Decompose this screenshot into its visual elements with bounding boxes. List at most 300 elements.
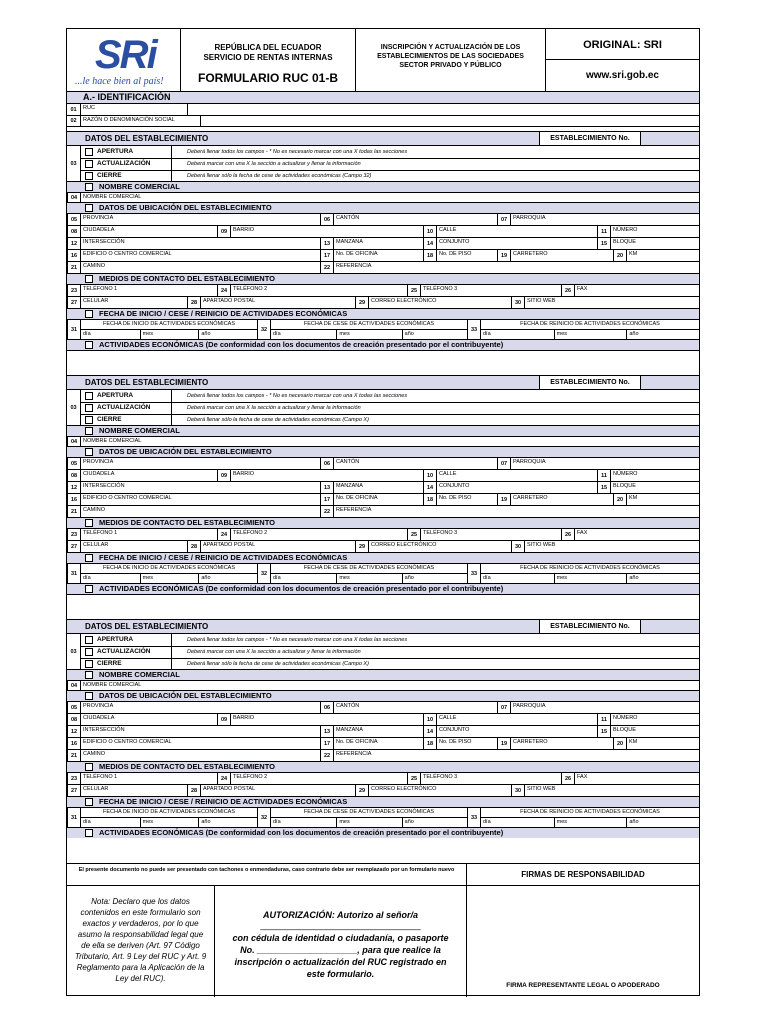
- autorizacion-line[interactable]: ________________________________: [260, 920, 421, 930]
- interseccion-label: INTERSECCIÓN: [83, 727, 125, 733]
- section-title: ACTIVIDADES ECONÓMICAS (De conformidad con los documentos de creación presentado por el contribuyente): [99, 828, 504, 837]
- section-checkbox[interactable]: [85, 310, 93, 318]
- interseccion-row: [67, 725, 699, 737]
- date-part-label: día: [483, 575, 491, 581]
- option-cierre: CIERRE: [97, 172, 122, 179]
- option-actualizacion: ACTUALIZACIÓN: [97, 648, 151, 655]
- field-number: 09: [217, 714, 231, 725]
- edificio-row: [67, 249, 699, 261]
- checkbox-cierre[interactable]: [85, 416, 93, 424]
- piso-input[interactable]: [457, 250, 497, 261]
- field-number: 25: [407, 773, 421, 784]
- telefono1-input[interactable]: [123, 285, 213, 296]
- ruc-row: [67, 103, 699, 115]
- piso-label: No. DE PISO: [439, 251, 472, 257]
- fax-label: FAX: [577, 286, 588, 292]
- section-checkbox[interactable]: [85, 204, 93, 212]
- field-number: 11: [597, 226, 611, 237]
- camino-label: CAMINO: [83, 263, 105, 269]
- ciudadela-input[interactable]: [123, 714, 213, 725]
- canton-input[interactable]: [367, 458, 497, 469]
- interseccion-input[interactable]: [127, 726, 317, 737]
- calle-input[interactable]: [459, 714, 589, 725]
- section-checkbox[interactable]: [85, 448, 93, 456]
- parroquia-input[interactable]: [547, 214, 697, 225]
- actividades-area[interactable]: [67, 594, 699, 619]
- section-title: DATOS DE UBICACIÓN DEL ESTABLECIMIENTO: [99, 447, 272, 456]
- correo-input[interactable]: [427, 297, 507, 308]
- edificio-input[interactable]: [167, 250, 317, 261]
- oficina-input[interactable]: [367, 494, 417, 505]
- sitio-web-input[interactable]: [557, 297, 697, 308]
- checkbox-apertura[interactable]: [85, 392, 93, 400]
- field-number: 16: [67, 250, 81, 261]
- datos-title: DATOS DEL ESTABLECIMIENTO: [85, 378, 209, 387]
- numero-label: NÚMERO: [613, 227, 638, 233]
- carretero-label: CARRETERO: [513, 251, 548, 257]
- field-number: 22: [320, 506, 334, 517]
- date-part-label: año: [629, 819, 639, 825]
- fax-input[interactable]: [597, 529, 697, 540]
- bloque-input[interactable]: [637, 726, 697, 737]
- conjunto-label: CONJUNTO: [439, 727, 470, 733]
- field-number: 30: [511, 541, 525, 552]
- option-cierre: CIERRE: [97, 660, 122, 667]
- section-checkbox[interactable]: [85, 183, 93, 191]
- correo-input[interactable]: [427, 785, 507, 796]
- field-number: 20: [613, 494, 627, 505]
- telefono1-input[interactable]: [123, 529, 213, 540]
- fecha-inicio-label: FECHA DE INICIO DE ACTIVIDADES ECONÓMICAS: [102, 565, 236, 571]
- correo-label: CORREO ELECTRÓNICO: [371, 786, 437, 792]
- razon-input[interactable]: [201, 116, 699, 126]
- celular-input[interactable]: [117, 541, 187, 552]
- section-checkbox[interactable]: [85, 275, 93, 283]
- section-checkbox[interactable]: [85, 427, 93, 435]
- section-title: FECHA DE INICIO / CESE / REINICIO DE ACTIVIDADES ECONÓMICAS: [99, 309, 348, 318]
- fecha-inicio-label: FECHA DE INICIO DE ACTIVIDADES ECONÓMICAS: [102, 809, 236, 815]
- provincia-input[interactable]: [107, 702, 307, 713]
- field-number: 17: [320, 494, 334, 505]
- signature-cell[interactable]: [467, 885, 699, 997]
- field-number: 25: [407, 529, 421, 540]
- section-title: NOMBRE COMERCIAL: [99, 670, 180, 679]
- km-label: KM: [629, 251, 638, 257]
- field-number: 26: [561, 529, 575, 540]
- ruc-input[interactable]: [95, 104, 187, 115]
- field-number: 16: [67, 494, 81, 505]
- status-options: [67, 145, 699, 181]
- date-part-label: año: [404, 331, 414, 337]
- establishment-number-input[interactable]: [640, 132, 699, 145]
- provincia-label: PROVINCIA: [83, 703, 114, 709]
- parroquia-input[interactable]: [547, 458, 697, 469]
- celular-input[interactable]: [117, 297, 187, 308]
- edificio-input[interactable]: [167, 738, 317, 749]
- checkbox-cierre[interactable]: [85, 172, 93, 180]
- telefono3-label: TELÉFONO 3: [423, 530, 458, 536]
- field-number: 32: [257, 320, 271, 339]
- interseccion-row: [67, 481, 699, 493]
- sitio-web-label: SITIO WEB: [527, 542, 556, 548]
- checkbox-actualizacion[interactable]: [85, 404, 93, 412]
- celular-row: [67, 784, 699, 796]
- option-apertura: APERTURA: [97, 148, 134, 155]
- celular-input[interactable]: [117, 785, 187, 796]
- date-part-label: día: [83, 331, 91, 337]
- camino-row: [67, 749, 699, 761]
- barrio-label: BARRIO: [233, 227, 255, 233]
- calle-label: CALLE: [439, 471, 457, 477]
- fecha-header: [67, 552, 699, 563]
- section-checkbox[interactable]: [85, 585, 93, 593]
- field-number: 14: [423, 238, 437, 249]
- firma-label: FIRMA REPRESENTANTE LEGAL O APODERADO: [506, 982, 660, 989]
- date-part-label: día: [483, 331, 491, 337]
- oficina-input[interactable]: [367, 250, 417, 261]
- checkbox-apertura[interactable]: [85, 148, 93, 156]
- field-number: 05: [67, 214, 81, 225]
- razon-row: [67, 115, 699, 127]
- edificio-input[interactable]: [167, 494, 317, 505]
- date-part-label: mes: [142, 819, 154, 825]
- field-number: 03: [67, 634, 81, 669]
- field-number: 10: [423, 470, 437, 481]
- field-number: 08: [67, 470, 81, 481]
- date-part-label: año: [201, 331, 211, 337]
- checkbox-cierre[interactable]: [85, 660, 93, 668]
- actividades-header: [67, 827, 699, 838]
- oficina-label: No. DE OFICINA: [336, 739, 378, 745]
- section-checkbox[interactable]: [85, 554, 93, 562]
- section-checkbox[interactable]: [85, 763, 93, 771]
- correo-label: CORREO ELECTRÓNICO: [371, 298, 437, 304]
- telefono-row: [67, 284, 699, 296]
- section-title: MEDIOS DE CONTACTO DEL ESTABLECIMIENTO: [99, 274, 275, 283]
- parroquia-label: PARROQUIA: [513, 215, 546, 221]
- barrio-input[interactable]: [257, 226, 417, 237]
- numero-input[interactable]: [637, 226, 697, 237]
- date-part-label: año: [201, 575, 211, 581]
- note-cierre: Deberá llenar sólo la fecha de cese de actividades económicas (Campo X): [187, 417, 369, 423]
- edificio-label: EDIFICIO O CENTRO COMERCIAL: [83, 251, 172, 257]
- telefono2-input[interactable]: [277, 285, 407, 296]
- conjunto-input[interactable]: [467, 238, 592, 249]
- fecha-row: [67, 807, 699, 827]
- fecha-header: [67, 796, 699, 807]
- date-part-label: año: [201, 819, 211, 825]
- numero-input[interactable]: [637, 714, 697, 725]
- nombre-comercial-row: [67, 680, 699, 690]
- field-number: 11: [597, 470, 611, 481]
- celular-label: CELULAR: [83, 786, 109, 792]
- fecha-inicio-label: FECHA DE INICIO DE ACTIVIDADES ECONÓMICAS: [102, 321, 236, 327]
- celular-label: CELULAR: [83, 298, 109, 304]
- provincia-input[interactable]: [107, 214, 307, 225]
- sri-logo: [75, 33, 180, 87]
- conjunto-input[interactable]: [467, 482, 592, 493]
- provincia-input[interactable]: [107, 458, 307, 469]
- telefono3-input[interactable]: [467, 773, 557, 784]
- barrio-input[interactable]: [257, 470, 417, 481]
- apartado-input[interactable]: [257, 541, 347, 552]
- barrio-input[interactable]: [257, 714, 417, 725]
- canton-input[interactable]: [367, 702, 497, 713]
- service-label: SERVICIO DE RENTAS INTERNAS: [203, 53, 333, 62]
- edificio-label: EDIFICIO O CENTRO COMERCIAL: [83, 739, 172, 745]
- section-checkbox[interactable]: [85, 829, 93, 837]
- interseccion-input[interactable]: [127, 238, 317, 249]
- telefono1-input[interactable]: [123, 773, 213, 784]
- celular-label: CELULAR: [83, 542, 109, 548]
- checkbox-apertura[interactable]: [85, 636, 93, 644]
- section-checkbox[interactable]: [85, 692, 93, 700]
- field-number: 15: [597, 726, 611, 737]
- divider: [171, 390, 172, 425]
- barrio-label: BARRIO: [233, 715, 255, 721]
- provincia-row: [67, 213, 699, 225]
- fecha-cese-label: FECHA DE CESE DE ACTIVIDADES ECONÓMICAS: [303, 809, 435, 815]
- ciudadela-input[interactable]: [123, 470, 213, 481]
- provincia-label: PROVINCIA: [83, 215, 114, 221]
- nombre-comercial-row: [67, 436, 699, 446]
- field-number: 28: [187, 297, 201, 308]
- firmas-title: FIRMAS DE RESPONSABILIDAD: [521, 870, 645, 879]
- carretero-label: CARRETERO: [513, 495, 548, 501]
- bloque-input[interactable]: [637, 238, 697, 249]
- canton-label: CANTÓN: [336, 459, 360, 465]
- date-part-label: mes: [339, 819, 350, 825]
- section-checkbox[interactable]: [85, 519, 93, 527]
- canton-label: CANTÓN: [336, 215, 360, 221]
- interseccion-label: INTERSECCIÓN: [83, 483, 125, 489]
- section-title: FECHA DE INICIO / CESE / REINICIO DE ACTIVIDADES ECONÓMICAS: [99, 797, 348, 806]
- field-number: 25: [407, 285, 421, 296]
- identification-header: [67, 91, 699, 103]
- field-number: 04: [67, 681, 81, 690]
- ciudadela-label: CIUDADELA: [83, 227, 115, 233]
- apartado-input[interactable]: [257, 785, 347, 796]
- note-cierre: Deberá llenar sólo la fecha de cese de actividades económicas (Campo X): [187, 661, 369, 667]
- establishment-number-input[interactable]: [640, 376, 699, 389]
- section-checkbox[interactable]: [85, 671, 93, 679]
- section-title: MEDIOS DE CONTACTO DEL ESTABLECIMIENTO: [99, 762, 275, 771]
- piso-label: No. DE PISO: [439, 495, 472, 501]
- field-number: 30: [511, 785, 525, 796]
- field-number: 26: [561, 773, 575, 784]
- interseccion-label: INTERSECCIÓN: [83, 239, 125, 245]
- bloque-input[interactable]: [637, 482, 697, 493]
- telefono1-label: TELÉFONO 1: [83, 774, 118, 780]
- field-number: 20: [613, 250, 627, 261]
- ciudadela-input[interactable]: [123, 226, 213, 237]
- telefono3-input[interactable]: [467, 529, 557, 540]
- correo-input[interactable]: [427, 541, 507, 552]
- carretero-input[interactable]: [547, 494, 607, 505]
- km-label: KM: [629, 495, 638, 501]
- km-label: KM: [629, 739, 638, 745]
- status-options: [67, 633, 699, 669]
- manzana-label: MANZANA: [336, 239, 363, 245]
- sitio-web-input[interactable]: [557, 785, 697, 796]
- field-number: 22: [320, 262, 334, 273]
- field-number: 10: [423, 714, 437, 725]
- field-number: 22: [320, 750, 334, 761]
- sitio-web-label: SITIO WEB: [527, 786, 556, 792]
- canton-label: CANTÓN: [336, 703, 360, 709]
- camino-label: CAMINO: [83, 507, 105, 513]
- manzana-input[interactable]: [367, 482, 417, 493]
- original-label: ORIGINAL: SRI: [546, 29, 699, 60]
- fax-input[interactable]: [597, 285, 697, 296]
- field-number: 02: [67, 116, 81, 126]
- conjunto-label: CONJUNTO: [439, 483, 470, 489]
- fax-input[interactable]: [597, 773, 697, 784]
- oficina-label: No. DE OFICINA: [336, 251, 378, 257]
- telefono-row: [67, 528, 699, 540]
- republic-label: REPÚBLICA DEL ECUADOR: [214, 43, 322, 52]
- section-title: ACTIVIDADES ECONÓMICAS (De conformidad con los documentos de creación presentado por el contribuyente): [99, 584, 504, 593]
- conjunto-label: CONJUNTO: [439, 239, 470, 245]
- nota-text: Nota: Declaro que los datos contenidos en este formulario son exactos y verdaderos, por lo que asumo la responsabilidad legal que de ella se deriven (Art. 97 Código Tributario, Art. 9 Ley del RUC y Art. 9 Reglamento para la Aplicación de la Ley del RUC).: [74, 897, 207, 983]
- section-title: NOMBRE COMERCIAL: [99, 426, 180, 435]
- nombre-comercial-input[interactable]: [127, 681, 699, 690]
- note-apertura: Deberá llenar todos los campos - * No es necesario marcar con una X todas las secciones: [187, 637, 408, 643]
- calle-input[interactable]: [459, 226, 589, 237]
- canton-input[interactable]: [367, 214, 497, 225]
- calle-label: CALLE: [439, 227, 457, 233]
- divider: [81, 414, 699, 415]
- field-number: 11: [597, 714, 611, 725]
- section-checkbox[interactable]: [85, 798, 93, 806]
- form-title: FORMULARIO RUC 01-B: [198, 71, 338, 85]
- date-part-label: año: [404, 575, 414, 581]
- camino-input[interactable]: [107, 506, 317, 517]
- section-title: FECHA DE INICIO / CESE / REINICIO DE ACTIVIDADES ECONÓMICAS: [99, 553, 348, 562]
- divider: [81, 402, 699, 403]
- nombre-comercial-input[interactable]: [127, 193, 699, 202]
- field-number: 27: [67, 541, 81, 552]
- nombre-comercial-label: NOMBRE COMERCIAL: [83, 438, 142, 444]
- option-actualizacion: ACTUALIZACIÓN: [97, 404, 151, 411]
- date-part-label: mes: [142, 331, 154, 337]
- camino-input[interactable]: [107, 750, 317, 761]
- piso-input[interactable]: [457, 494, 497, 505]
- checkbox-actualizacion[interactable]: [85, 648, 93, 656]
- date-part-label: día: [273, 575, 281, 581]
- field-number: 12: [67, 482, 81, 493]
- field-number: 18: [423, 250, 437, 261]
- camino-input[interactable]: [107, 262, 317, 273]
- telefono2-input[interactable]: [277, 529, 407, 540]
- nombre-comercial-input[interactable]: [127, 437, 699, 446]
- section-title: NOMBRE COMERCIAL: [99, 182, 180, 191]
- establishment-number-input[interactable]: [640, 620, 699, 633]
- referencia-input[interactable]: [377, 506, 697, 517]
- nombre-comercial-header: [67, 181, 699, 192]
- field-number: 18: [423, 494, 437, 505]
- ciudadela-row: [67, 713, 699, 725]
- manzana-input[interactable]: [367, 238, 417, 249]
- header-title-cell: [180, 29, 355, 91]
- date-part-label: año: [404, 819, 414, 825]
- km-input[interactable]: [647, 738, 697, 749]
- referencia-input[interactable]: [377, 262, 697, 273]
- carretero-input[interactable]: [547, 738, 607, 749]
- logo-text: SRi: [95, 33, 156, 77]
- field-number: 32: [257, 564, 271, 583]
- edificio-row: [67, 737, 699, 749]
- km-input[interactable]: [647, 250, 697, 261]
- field-number: 08: [67, 714, 81, 725]
- nombre-comercial-row: [67, 192, 699, 202]
- note-apertura: Deberá llenar todos los campos - * No es necesario marcar con una X todas las secciones: [187, 149, 408, 155]
- sitio-web-input[interactable]: [557, 541, 697, 552]
- oficina-input[interactable]: [367, 738, 417, 749]
- field-number: 01: [67, 104, 81, 115]
- field-number: 26: [561, 285, 575, 296]
- field-number: 04: [67, 437, 81, 446]
- km-input[interactable]: [647, 494, 697, 505]
- field-number: 09: [217, 470, 231, 481]
- conjunto-input[interactable]: [467, 726, 592, 737]
- actividades-area[interactable]: [67, 350, 699, 375]
- field-number: 32: [257, 808, 271, 827]
- interseccion-input[interactable]: [127, 482, 317, 493]
- medios-header: [67, 273, 699, 284]
- date-part-label: mes: [556, 331, 568, 337]
- field-number: 05: [67, 458, 81, 469]
- nombre-comercial-header: [67, 669, 699, 680]
- divider: [81, 158, 699, 159]
- camino-row: [67, 261, 699, 273]
- referencia-input[interactable]: [377, 750, 697, 761]
- telefono2-input[interactable]: [277, 773, 407, 784]
- telefono3-input[interactable]: [467, 285, 557, 296]
- ubicacion-header: [67, 690, 699, 701]
- numero-input[interactable]: [637, 470, 697, 481]
- fecha-cese-label: FECHA DE CESE DE ACTIVIDADES ECONÓMICAS: [303, 321, 435, 327]
- section-title: DATOS DE UBICACIÓN DEL ESTABLECIMIENTO: [99, 691, 272, 700]
- field-number: 17: [320, 738, 334, 749]
- autorizacion-cell: [215, 885, 467, 997]
- ubicacion-header: [67, 446, 699, 457]
- field-number: 30: [511, 297, 525, 308]
- telefono3-label: TELÉFONO 3: [423, 774, 458, 780]
- manzana-input[interactable]: [367, 726, 417, 737]
- piso-input[interactable]: [457, 738, 497, 749]
- numero-label: NÚMERO: [613, 715, 638, 721]
- datos-header: [67, 619, 699, 633]
- field-number: 03: [67, 146, 81, 181]
- apartado-input[interactable]: [257, 297, 347, 308]
- calle-input[interactable]: [459, 470, 589, 481]
- parroquia-input[interactable]: [547, 702, 697, 713]
- checkbox-actualizacion[interactable]: [85, 160, 93, 168]
- field-number: 07: [497, 214, 511, 225]
- apartado-label: APARTADO POSTAL: [203, 786, 256, 792]
- field-number: 23: [67, 529, 81, 540]
- field-number: 29: [355, 541, 369, 552]
- carretero-input[interactable]: [547, 250, 607, 261]
- field-number: 28: [187, 541, 201, 552]
- medios-header: [67, 761, 699, 772]
- bloque-label: BLOQUE: [613, 239, 636, 245]
- field-number: 24: [217, 285, 231, 296]
- date-part-label: día: [273, 819, 281, 825]
- field-number: 15: [597, 482, 611, 493]
- section-checkbox[interactable]: [85, 341, 93, 349]
